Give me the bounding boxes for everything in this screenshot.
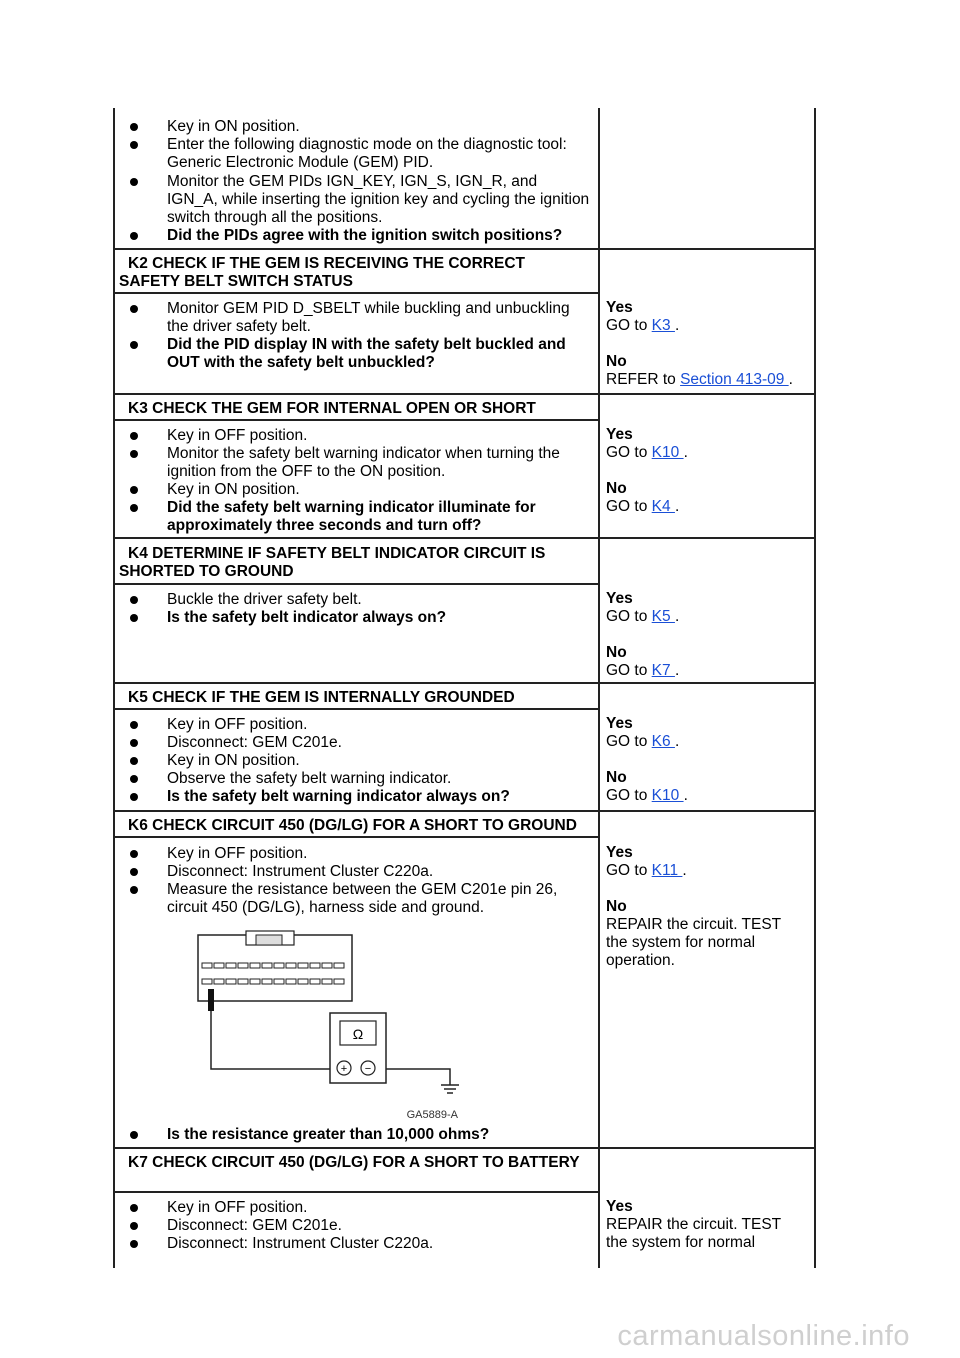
list-item: Disconnect: Instrument Cluster C220a. bbox=[130, 863, 590, 881]
no-label: No bbox=[606, 480, 627, 497]
result-k2: Yes GO to K3 . No REFER to Section 413-09 . bbox=[606, 299, 806, 389]
link-k10[interactable]: K10 bbox=[651, 444, 684, 461]
list-item: Enter the following diagnostic mode on the diagnostic tool: Generic Electronic Module (GEM) PID. bbox=[130, 136, 590, 172]
bullet-icon bbox=[130, 886, 138, 894]
bullet-icon bbox=[130, 1204, 138, 1212]
yes-action: GO to bbox=[606, 317, 648, 334]
bullet-icon bbox=[130, 432, 138, 440]
result-k4: Yes GO to K5 . No GO to K7 . bbox=[606, 590, 806, 680]
link-k4[interactable]: K4 bbox=[651, 498, 675, 515]
probe-icon bbox=[208, 989, 214, 1011]
step-header-k3: K3 CHECK THE GEM FOR INTERNAL OPEN OR SHORT bbox=[128, 400, 536, 417]
bullet-icon bbox=[130, 868, 138, 876]
bullet-icon bbox=[130, 123, 138, 131]
result-k5: Yes GO to K6 . No GO to K10 . bbox=[606, 715, 806, 805]
list-item: Key in ON position. bbox=[130, 752, 590, 770]
bullet-icon bbox=[130, 486, 138, 494]
list-item: Key in OFF position. bbox=[130, 716, 590, 734]
result-k6: Yes GO to K11 . No REPAIR the circuit. TEST the system for normal operation. bbox=[606, 844, 806, 970]
ground-icon bbox=[441, 1085, 459, 1093]
bullet-icon bbox=[130, 757, 138, 765]
resistance-measurement-diagram bbox=[190, 925, 490, 1125]
list-item: Measure the resistance between the GEM C201e pin 26, circuit 450 (DG/LG), harness side and ground. bbox=[130, 881, 590, 917]
list-item: Did the safety belt warning indicator illuminate for approximately three seconds and turn off? bbox=[130, 499, 590, 535]
list-item: Key in ON position. bbox=[130, 118, 590, 136]
row-border-k2 bbox=[113, 248, 816, 250]
bullet-icon bbox=[130, 341, 138, 349]
bullet-icon bbox=[130, 596, 138, 604]
svg-text:Ω: Ω bbox=[352, 1026, 364, 1042]
ohmmeter-icon bbox=[330, 1013, 386, 1083]
bullet-icon bbox=[130, 1240, 138, 1248]
result-k3: Yes GO to K10 . No GO to K4 . bbox=[606, 426, 806, 516]
row-border-k6 bbox=[113, 810, 816, 812]
bullet-icon bbox=[130, 1131, 138, 1139]
no-label: No bbox=[606, 898, 627, 915]
step-header-k7: K7 CHECK CIRCUIT 450 (DG/LG) FOR A SHORT TO BATTERY bbox=[128, 1154, 580, 1171]
list-item: Monitor the GEM PIDs IGN_KEY, IGN_S, IGN_R, and IGN_A, while inserting the ignition key and cycling the ignition switch through all the positions. bbox=[130, 173, 590, 227]
bullet-icon bbox=[130, 793, 138, 801]
step-header-k5: K5 CHECK IF THE GEM IS INTERNALLY GROUNDED bbox=[128, 689, 515, 706]
svg-text:+: + bbox=[340, 1063, 348, 1075]
no-action: REFER to bbox=[606, 371, 676, 388]
header-border-k6 bbox=[113, 836, 600, 838]
bullet-icon bbox=[130, 178, 138, 186]
list-item: Disconnect: GEM C201e. bbox=[130, 734, 590, 752]
link-k10[interactable]: K10 bbox=[651, 787, 684, 804]
no-label: No bbox=[606, 769, 627, 786]
yes-label: Yes bbox=[606, 299, 633, 316]
link-k3[interactable]: K3 bbox=[651, 317, 675, 334]
yes-label: Yes bbox=[606, 844, 633, 861]
bullet-icon bbox=[130, 739, 138, 747]
link-section-413-09[interactable]: Section 413-09 bbox=[680, 371, 789, 388]
header-border-k7 bbox=[113, 1191, 600, 1193]
step-header-k2: K2 CHECK IF THE GEM IS RECEIVING THE CORRECT SAFETY BELT SWITCH STATUS bbox=[119, 255, 526, 290]
list-item: Key in OFF position. bbox=[130, 1199, 590, 1217]
row-border-k7 bbox=[113, 1147, 816, 1149]
table-right-border bbox=[814, 108, 816, 1268]
list-item: Buckle the driver safety belt. bbox=[130, 591, 590, 609]
list-item: Key in ON position. bbox=[130, 481, 590, 499]
result-k7 bbox=[606, 1198, 806, 1252]
column-divider bbox=[598, 108, 600, 1268]
bullet-icon bbox=[130, 232, 138, 240]
yes-label: Yes bbox=[606, 1198, 633, 1215]
row-border-k5 bbox=[113, 682, 816, 684]
figure-id: GA5889-A bbox=[406, 1109, 458, 1121]
gem-connector bbox=[198, 931, 352, 1001]
header-border-k5 bbox=[113, 708, 600, 710]
no-label: No bbox=[606, 353, 627, 370]
link-k6[interactable]: K6 bbox=[651, 733, 675, 750]
header-border-k2 bbox=[113, 292, 600, 294]
list-item: Monitor the safety belt warning indicator when turning the ignition from the OFF to the ON position. bbox=[130, 445, 590, 481]
list-item: Monitor GEM PID D_SBELT while buckling and unbuckling the driver safety belt. bbox=[130, 300, 590, 336]
list-item: Observe the safety belt warning indicator. bbox=[130, 770, 590, 788]
header-border-k3 bbox=[113, 419, 600, 421]
list-item: Key in OFF position. bbox=[130, 427, 590, 445]
step-header-k4: K4 DETERMINE IF SAFETY BELT INDICATOR CIRCUIT IS SHORTED TO GROUND bbox=[119, 545, 546, 580]
no-text: REPAIR the circuit. TEST the system for normal operation. bbox=[606, 916, 781, 969]
list-item: Key in OFF position. bbox=[130, 845, 590, 863]
test-lead bbox=[211, 1011, 342, 1069]
list-item: Is the safety belt warning indicator always on? bbox=[130, 788, 590, 806]
yes-label: Yes bbox=[606, 426, 633, 443]
no-label: No bbox=[606, 644, 627, 661]
bullet-icon bbox=[130, 850, 138, 858]
bullet-icon bbox=[130, 305, 138, 313]
list-item: Is the resistance greater than 10,000 ohms? bbox=[130, 1126, 590, 1144]
bullet-icon bbox=[130, 775, 138, 783]
bullet-icon bbox=[130, 141, 138, 149]
svg-text:−: − bbox=[364, 1063, 372, 1075]
list-item: Is the safety belt indicator always on? bbox=[130, 609, 590, 627]
bullet-icon bbox=[130, 504, 138, 512]
yes-text: REPAIR the circuit. TEST the system for normal bbox=[606, 1216, 781, 1251]
link-k5[interactable]: K5 bbox=[651, 608, 675, 625]
bullet-icon bbox=[130, 614, 138, 622]
yes-label: Yes bbox=[606, 590, 633, 607]
list-item: Did the PID display IN with the safety belt buckled and OUT with the safety belt unbuckled? bbox=[130, 336, 590, 372]
header-border-k4 bbox=[113, 583, 600, 585]
watermark: carmanualsonline.info bbox=[617, 1320, 910, 1352]
bullet-icon bbox=[130, 1222, 138, 1230]
table-left-border bbox=[113, 108, 115, 1268]
row-border-k4 bbox=[113, 537, 816, 539]
yes-label: Yes bbox=[606, 715, 633, 732]
link-k7[interactable]: K7 bbox=[651, 662, 675, 679]
row-border-k3 bbox=[113, 393, 816, 395]
list-item: Did the PIDs agree with the ignition switch positions? bbox=[130, 227, 590, 245]
list-item: Disconnect: GEM C201e. bbox=[130, 1217, 590, 1235]
link-k11[interactable]: K11 bbox=[651, 862, 683, 879]
bullet-icon bbox=[130, 450, 138, 458]
step-header-k6: K6 CHECK CIRCUIT 450 (DG/LG) FOR A SHORT TO GROUND bbox=[128, 817, 577, 834]
bullet-icon bbox=[130, 721, 138, 729]
list-item: Disconnect: Instrument Cluster C220a. bbox=[130, 1235, 590, 1253]
